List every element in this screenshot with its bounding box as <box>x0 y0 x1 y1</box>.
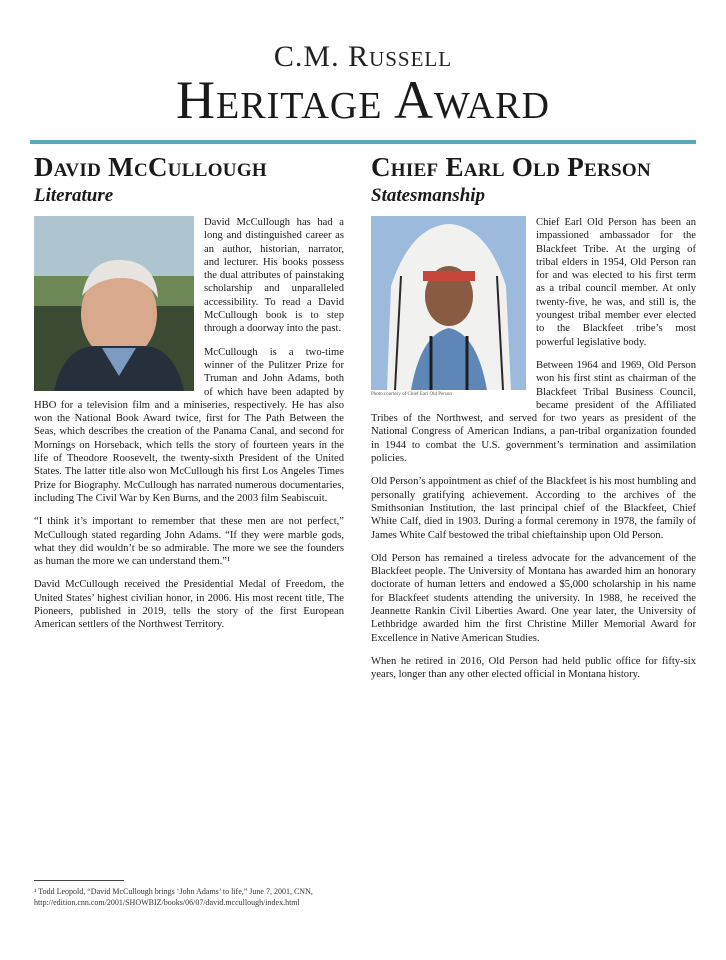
right-paragraph-4: Old Person has remained a tireless advocate for the advancement of the Blackfeet people. The University of Montana has awarded him an honorary doctorate of human letters and endowed a $5,000 scholarship in his name for Blackfeet students attending the university. In 1988, he received the Jeannette Rankin Civil Liberties Award. One year later, the University of Lethbridge awarded him the first Christine Miller Memorial Award for Excellence in Native American Studies. <box>371 552 696 644</box>
honoree-name-left: David McCullough <box>34 152 267 182</box>
award-title-top: C.M. Russell <box>273 40 453 73</box>
photo-wrap-right <box>371 216 526 397</box>
right-paragraph-3: Old Person’s appointment as chief of the Blackfeet is his most humbling and personally gratifying achievement. According to the archives of the Smithsonian Institution, the last principal chief of the Blackfeet, Chief White Calf, died in 1903. During a formal ceremony in 1978, the family of James White Calf bestowed the tribal chieftainship upon Old Person. <box>371 476 696 541</box>
footnote: ¹ Todd Leopold, “David McCullough brings ‘John Adams’ to life,” June 7, 2001, CNN, http://edition.cnn.com/2001/SHOWBIZ/books/06/07/david.mccullough/index.html <box>34 887 313 907</box>
left-paragraph-2: McCullough is a two-time winner of the Pulitzer Prize for Truman and John Adams, both of which have been adapted by HBO for a television film and a miniseries, respectively. He has also won the National Book Award twice, first for The Path Between the Seas, which describes the creation of the Panama Canal, and second for Mornings on Horseback, which tells the story of fourteen years in the life of Theodore Roosevelt, the twenty-sixth President of the United States. The latter title also won McCullough his first Los Angeles Times Prize for Biography. McCullough has narrated numerous documentaries, including The Civil War by Ken Burns, and the 2003 film Seabiscuit. <box>34 346 344 504</box>
category-right: Statesmanship <box>371 185 486 206</box>
left-paragraph-4: David McCullough received the Presidential Medal of Freedom, the United States’ highest civilian honor, in 2006. His most recent title, The Pioneers, published in 2019, tells the story of the first European American settlers of the Northwest Territory. <box>34 579 344 631</box>
footnote-rule <box>34 880 124 881</box>
right-paragraph-1: Chief Earl Old Person has been an impassioned ambassador for the Blackfeet Tribe. At the urging of tribal elders in 1954, Old Person ran for and was elected to his first term as a tribal council member. At only twenty-five, he was, and still is, the youngest tribal member ever elected to the Blackfeet tribe’s most powerful legislative body. <box>536 217 696 348</box>
left-column <box>34 150 344 642</box>
title-rule <box>30 140 696 144</box>
headdress-illustration <box>371 216 526 390</box>
photo-caption-right: Photo courtesy of Chief Earl Old Person <box>371 392 452 397</box>
right-paragraph-5: When he retired in 2016, Old Person had held public office for fifty-six years, longer than any other elected official in Montana history. <box>371 655 696 681</box>
right-column <box>371 150 696 692</box>
portrait-photo-old-person <box>371 216 526 390</box>
left-paragraph-3: “I think it’s important to remember that these men are not perfect,” McCullough stated regarding John Adams. “If they were marble gods, what they did wouldn’t be so admirable. The more we see the founders as human the more we can understand them.”¹ <box>34 516 344 568</box>
category-left: Literature <box>34 185 114 206</box>
photo-wrap-left <box>34 216 194 391</box>
portrait-illustration <box>34 216 194 391</box>
award-title-main: Heritage Award <box>176 70 550 130</box>
portrait-photo-mccullough <box>34 216 194 391</box>
left-paragraph-1: David McCullough has had a long and distinguished career as an author, historian, narrator, and lecturer. His books possess the dual attributes of painstaking scholarship and unparalleled accessibility. To read a David McCullough book is to step through a doorway into the past. <box>204 217 344 335</box>
right-paragraph-2: Between 1964 and 1969, Old Person won his first stint as chairman of the Blackfeet Tribal Business Council, became president of the Affiliated Tribes of the Northwest, and served for two years as president of the National Congress of American Indians, a pan-tribal organization founded in 1944 to combat the U.S. government’s termination and assimilation policies. <box>371 359 696 465</box>
honoree-name-right: Chief Earl Old Person <box>371 152 651 182</box>
